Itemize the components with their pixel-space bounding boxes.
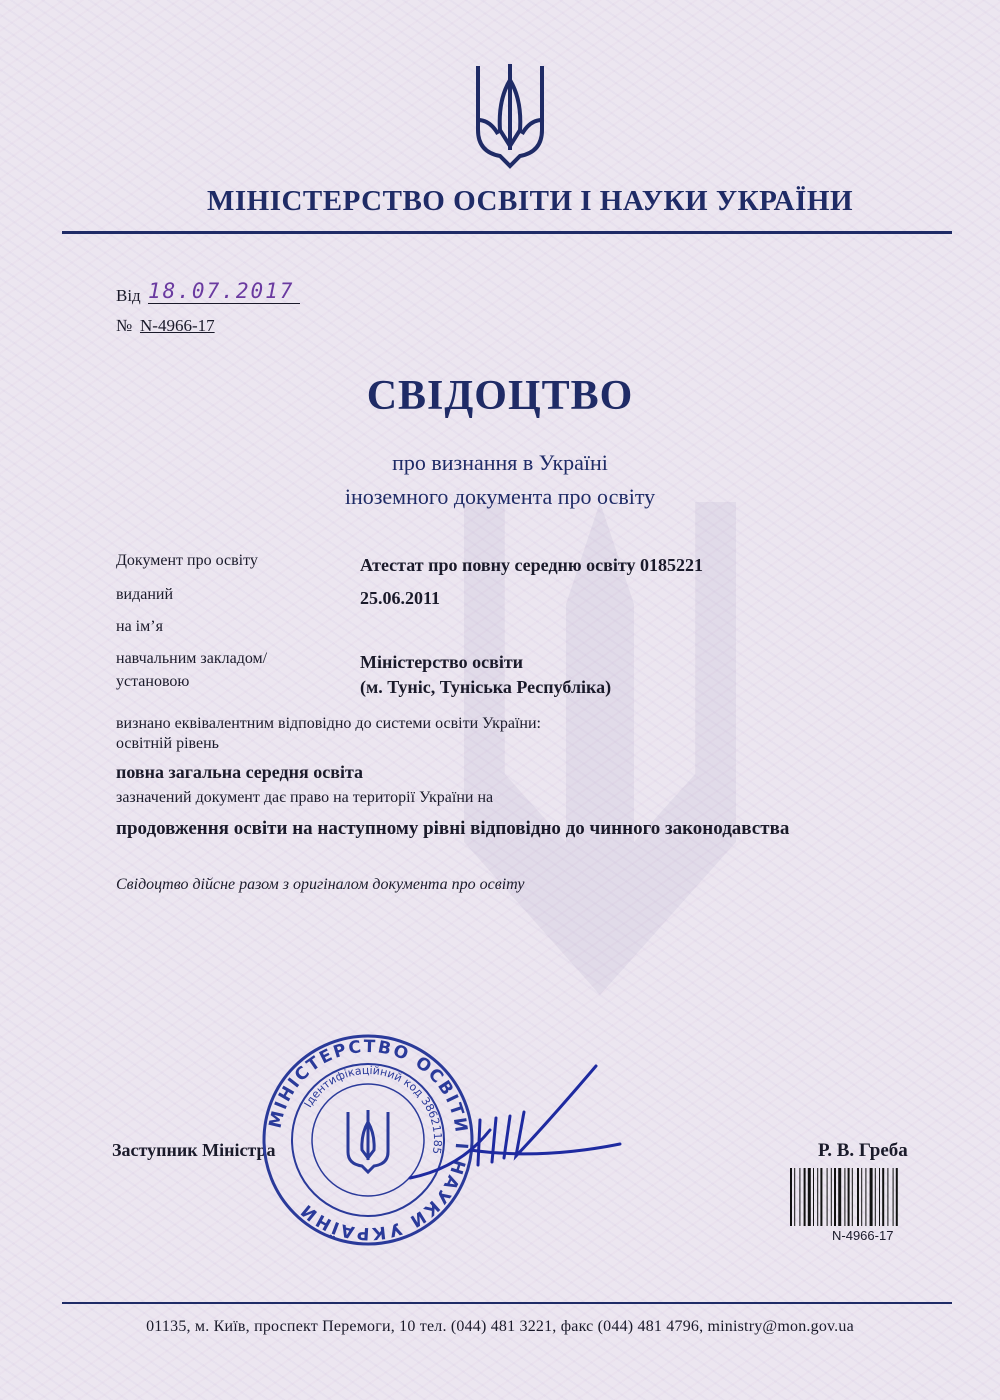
barcode-bar <box>804 1168 806 1226</box>
issued-label: виданий <box>116 586 174 603</box>
barcode-bar <box>794 1168 795 1226</box>
validity-note: Свідоцтво дійсне разом з оригіналом документа про освіту <box>116 876 525 893</box>
number-label: № <box>116 316 133 335</box>
level-value: повна загальна середня освіта <box>116 762 364 782</box>
barcode-bar <box>896 1168 898 1226</box>
institution-label-1: навчальним закладом/ <box>116 650 268 667</box>
subtitle-line-2: іноземного документа про освіту <box>344 484 656 509</box>
barcode-bar <box>887 1168 888 1226</box>
footer-address: 01135, м. Київ, проспект Перемоги, 10 тел. (044) 481 3221, факс (044) 481 4796, ministry@mon.gov.ua <box>146 1318 854 1335</box>
barcode-number: N-4966-17 <box>832 1228 894 1243</box>
barcode-bar <box>879 1168 880 1226</box>
ministry-title: МІНІСТЕРСТВО ОСВІТИ І НАУКИ УКРАЇНИ <box>206 185 854 217</box>
barcode-bar <box>857 1168 859 1226</box>
institution-value-1: Міністерство освіти <box>360 652 524 672</box>
issued-value: 25.06.2011 <box>360 588 441 608</box>
footer-divider <box>62 1302 952 1304</box>
name-label: на ім’я <box>116 618 163 635</box>
stamp-inner-text: Ідентифікаційний код 38621185 <box>301 1063 445 1156</box>
rights-value: продовження освіти на наступному рівні відповідно до чинного законодавства <box>116 818 790 839</box>
document-title: СВІДОЦТВО <box>366 373 634 419</box>
barcode-bar <box>790 1168 792 1226</box>
barcode-bar <box>831 1168 832 1226</box>
barcode-bar <box>820 1168 822 1226</box>
trident-icon <box>470 60 550 170</box>
barcode-bar <box>813 1168 814 1226</box>
barcode-bar <box>848 1168 850 1226</box>
trident-watermark-icon <box>430 420 770 1060</box>
barcode-bar <box>852 1168 853 1226</box>
barcode-bar <box>875 1168 876 1226</box>
signer-position: Заступник Міністра <box>112 1140 276 1160</box>
issue-date: 18.07.2017 <box>148 279 300 304</box>
barcode-bar <box>834 1168 836 1226</box>
institution-label-2: установою <box>116 673 190 690</box>
stamp-outer-text: МІНІСТЕРСТВО ОСВІТИ І НАУКИ УКРАЇНИ <box>265 1036 472 1244</box>
barcode-bar <box>817 1168 818 1226</box>
date-label: Від <box>116 286 141 305</box>
barcode-bar <box>861 1168 862 1226</box>
barcode <box>790 1168 940 1226</box>
rights-text: зазначений документ дає право на території України на <box>116 789 494 806</box>
barcode-bar <box>893 1168 894 1226</box>
barcode-bar <box>844 1168 845 1226</box>
header-divider <box>62 231 952 234</box>
signer-name: Р. В. Греба <box>818 1140 908 1161</box>
barcode-bar <box>827 1168 828 1226</box>
barcode-bar <box>808 1168 811 1226</box>
doc-label: Документ про освіту <box>116 552 258 569</box>
barcode-bar <box>838 1168 841 1226</box>
barcode-bar <box>799 1168 800 1226</box>
doc-value: Атестат про повну середню освіту 0185221 <box>360 555 703 575</box>
barcode-bar <box>865 1168 866 1226</box>
stamp-trident-icon <box>348 1110 388 1172</box>
subtitle-line-1: про визнання в Україні <box>392 450 608 475</box>
level-label: освітній рівень <box>116 735 219 752</box>
certificate-number: N-4966-17 <box>140 316 215 335</box>
handwritten-signature <box>400 1060 640 1200</box>
barcode-bar <box>870 1168 873 1226</box>
barcode-bar <box>882 1168 884 1226</box>
equivalent-text: визнано еквівалентним відповідно до системи освіти України: <box>116 715 541 732</box>
institution-value-2: (м. Туніс, Туніська Республіка) <box>360 677 612 697</box>
